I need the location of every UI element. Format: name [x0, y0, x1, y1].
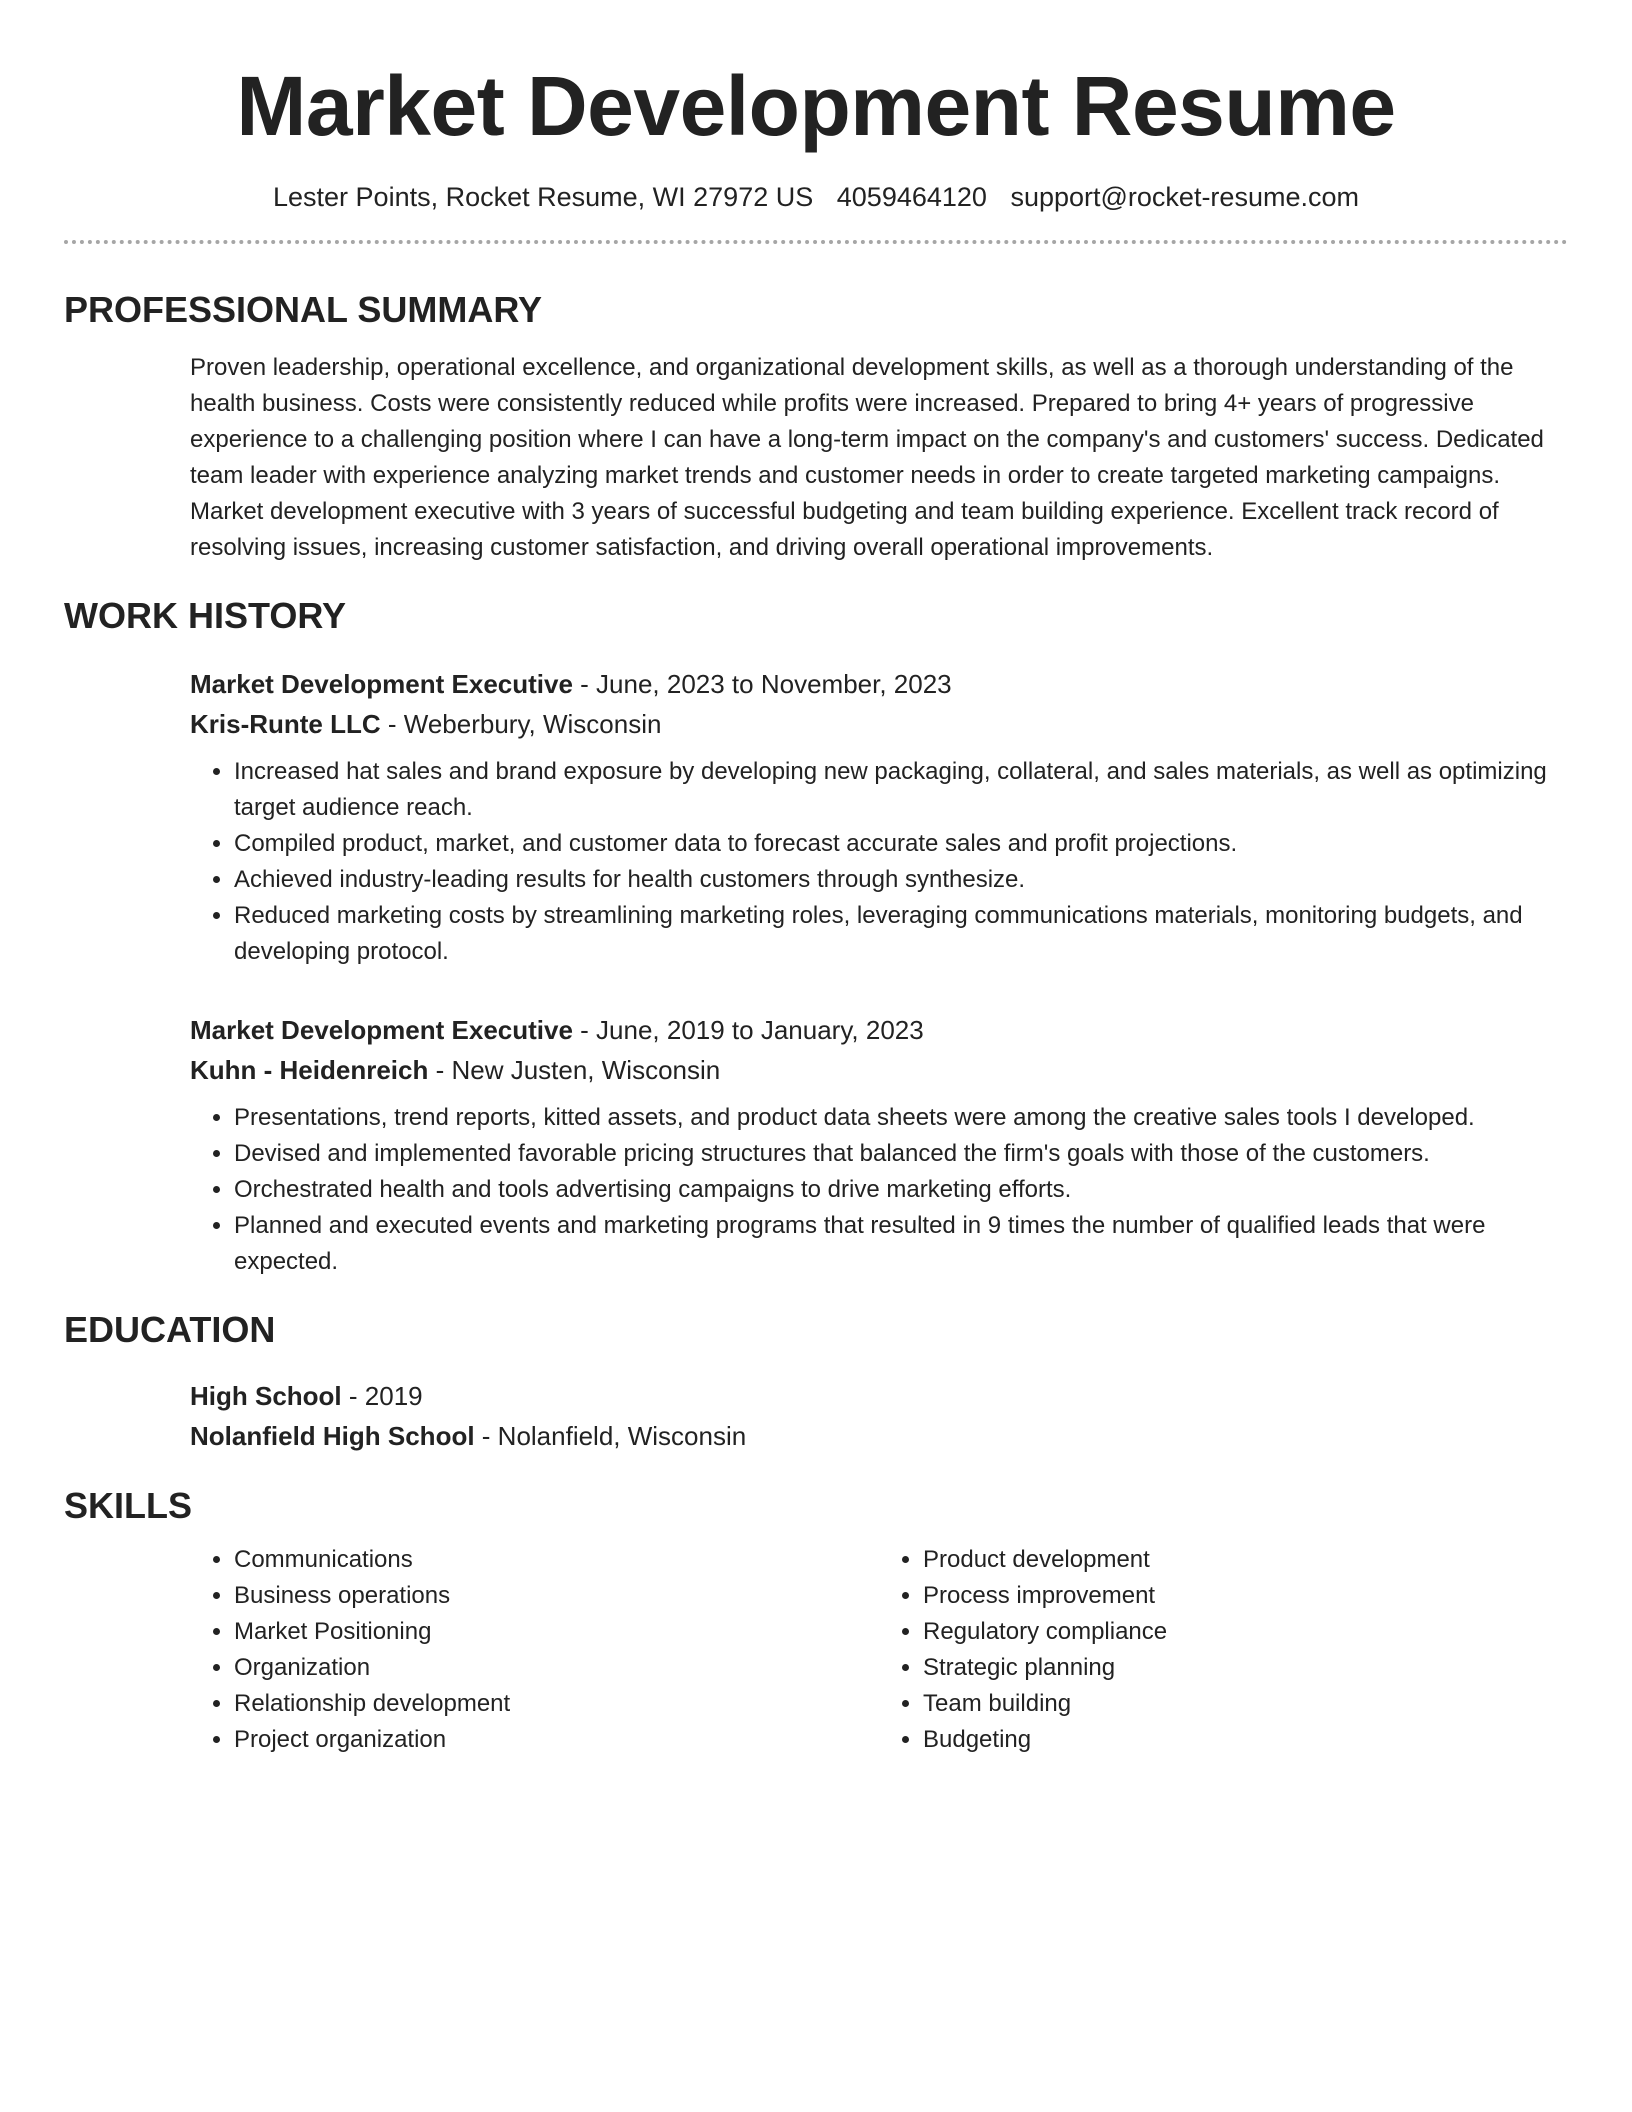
resume-page	[64, 0, 1568, 1758]
job-bullets	[190, 754, 1568, 970]
job-company-line	[190, 1050, 1568, 1090]
resume-title: Market Development Resume	[236, 59, 1396, 153]
contact-email: support@rocket-resume.com	[1010, 182, 1359, 212]
skill-item: • Project organization	[234, 1722, 879, 1758]
job-bullet: • Presentations, trend reports, kitted assets, and product data sheets were among the creative sales tools I developed.	[234, 1100, 1568, 1136]
skill-item: • Budgeting	[923, 1722, 1568, 1758]
education-location: - Nolanfield, Wisconsin	[474, 1421, 747, 1451]
education-degree-line	[190, 1376, 1568, 1416]
skills-column-left	[190, 1542, 879, 1758]
skill-item: • Communications	[234, 1542, 879, 1578]
education-school-line	[190, 1416, 1568, 1456]
skill-item: • Process improvement	[923, 1578, 1568, 1614]
professional-summary-section	[64, 288, 1568, 566]
job-location: - Weberbury, Wisconsin	[380, 709, 662, 739]
skills-grid	[190, 1542, 1568, 1758]
education-section	[64, 1308, 1568, 1456]
job-title: Market Development Executive	[190, 1015, 573, 1045]
job-dates: - June, 2019 to January, 2023	[572, 1015, 924, 1045]
section-heading-skills: SKILLS	[64, 1485, 193, 1526]
section-heading-education: EDUCATION	[64, 1309, 276, 1350]
summary-text: Proven leadership, operational excellence, and organizational development skills, as well as a thorough understanding of the health business. Costs were consistently reduced while profits were increased. Prepared to bring 4+ years of progressive experience to a challenging position where I can have a long-term impact on the company's and customers' success. Dedicated team leader with experience analyzing market trends and customer needs in order to create targeted marketing campaigns. Market development executive with 3 years of successful budgeting and team building experience. Excellent track record of resolving issues, increasing customer satisfaction, and driving overall operational improvements.	[190, 354, 1544, 561]
job-bullet: • Planned and executed events and marketing programs that resulted in 9 times the number of qualified leads that were expected.	[234, 1208, 1568, 1280]
job-entry	[190, 1010, 1568, 1280]
skills-column-right	[879, 1542, 1568, 1758]
job-company: Kris-Runte LLC	[190, 709, 381, 739]
job-bullet: • Devised and implemented favorable pricing structures that balanced the firm's goals with those of the customers.	[234, 1136, 1568, 1172]
work-history-section	[64, 594, 1568, 1280]
skill-item: • Team building	[923, 1686, 1568, 1722]
job-location: - New Justen, Wisconsin	[428, 1055, 721, 1085]
job-dates: - June, 2023 to November, 2023	[572, 669, 952, 699]
job-title-line	[190, 664, 1568, 704]
skill-item: • Regulatory compliance	[923, 1614, 1568, 1650]
skill-item: • Relationship development	[234, 1686, 879, 1722]
education-degree: High School	[190, 1381, 342, 1411]
header-divider	[64, 240, 1568, 244]
contact-info	[64, 180, 1568, 214]
job-company: Kuhn - Heidenreich	[190, 1055, 429, 1085]
job-bullet: • Reduced marketing costs by streamlining marketing roles, leveraging communications materials, monitoring budgets, and developing protocol.	[234, 898, 1568, 970]
section-heading-summary: PROFESSIONAL SUMMARY	[64, 289, 543, 330]
education-school: Nolanfield High School	[190, 1421, 475, 1451]
job-bullet: • Compiled product, market, and customer data to forecast accurate sales and profit projections.	[234, 826, 1568, 862]
education-year: - 2019	[341, 1381, 423, 1411]
contact-address: Lester Points, Rocket Resume, WI 27972 US	[273, 182, 814, 212]
job-entry	[190, 664, 1568, 970]
job-bullet: • Increased hat sales and brand exposure by developing new packaging, collateral, and sales materials, as well as optimizing target audience reach.	[234, 754, 1568, 826]
skill-item: • Market Positioning	[234, 1614, 879, 1650]
skills-section	[64, 1484, 1568, 1758]
job-company-line	[190, 704, 1568, 744]
skill-item: • Product development	[923, 1542, 1568, 1578]
section-heading-work: WORK HISTORY	[64, 595, 347, 636]
job-title-line	[190, 1010, 1568, 1050]
skill-item: • Business operations	[234, 1578, 879, 1614]
education-entry	[190, 1376, 1568, 1456]
job-bullet: • Orchestrated health and tools advertising campaigns to drive marketing efforts.	[234, 1172, 1568, 1208]
job-bullet: • Achieved industry-leading results for health customers through synthesize.	[234, 862, 1568, 898]
skill-item: • Organization	[234, 1650, 879, 1686]
job-title: Market Development Executive	[190, 669, 573, 699]
job-bullets	[190, 1100, 1568, 1280]
skill-item: • Strategic planning	[923, 1650, 1568, 1686]
contact-phone: 4059464120	[836, 182, 987, 212]
